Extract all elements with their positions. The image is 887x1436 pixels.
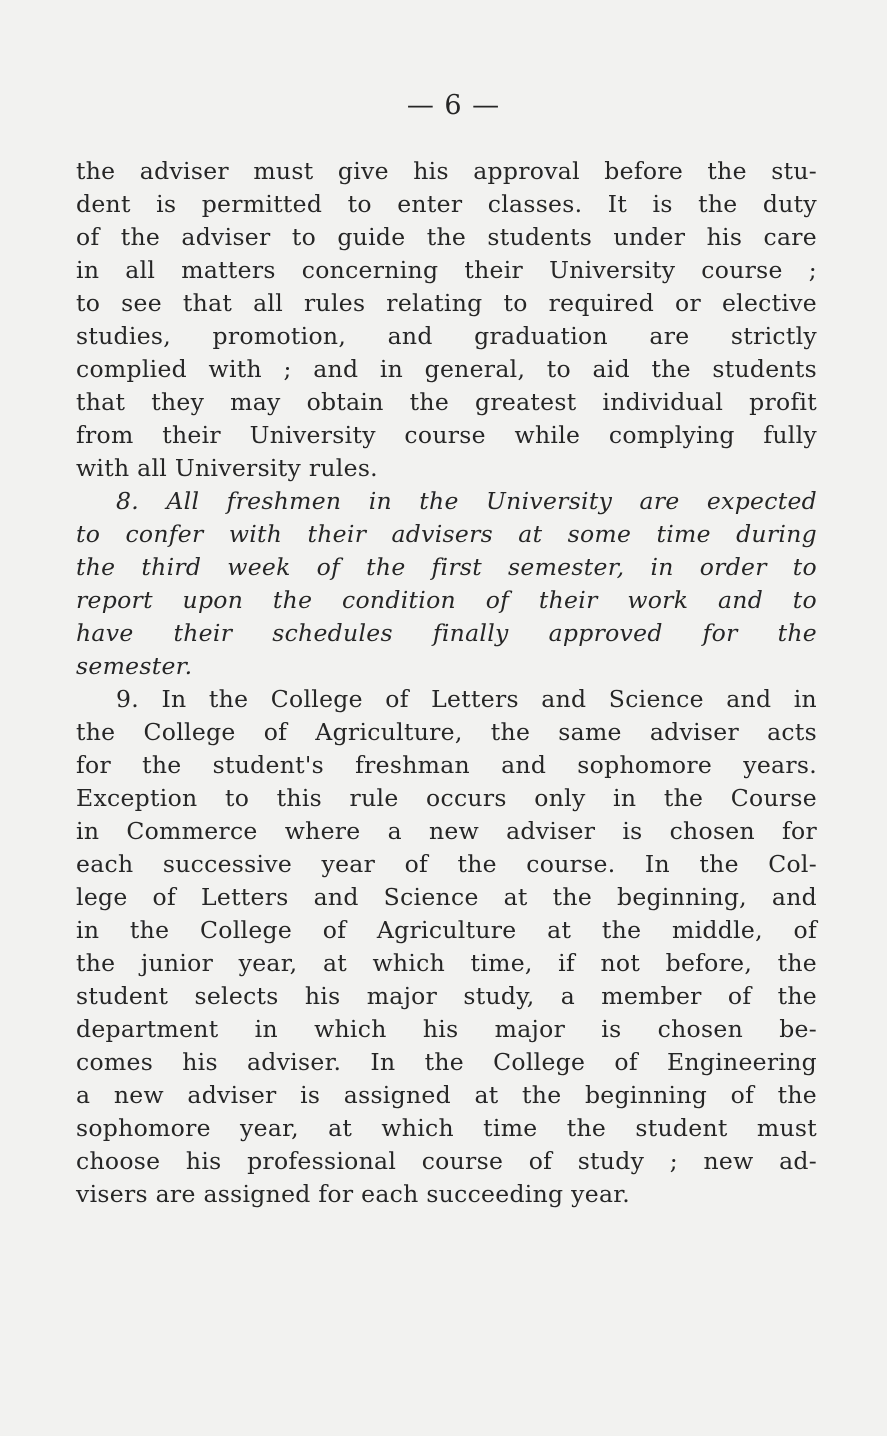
text-line: semester. [76,652,193,680]
page-number: — 6 — [406,90,501,121]
text-line: the adviser must give his approval before the stu- [76,157,817,185]
text-line: from their University course while complying fully [76,421,817,449]
text-line: in the College of Agriculture at the middle, of [76,916,817,944]
paragraph-8-freshmen [76,485,817,683]
text-line: complied with ; and in general, to aid the students [76,355,817,383]
text-line: studies, promotion, and graduation are strictly [76,322,817,350]
paragraph-adviser-duties [76,155,817,485]
text-line: with all University rules. [76,454,378,482]
text-line: in Commerce where a new adviser is chosen for [76,817,817,845]
text-line: sophomore year, at which time the student must [76,1114,817,1142]
text-line: lege of Letters and Science at the beginning, and [76,883,817,911]
text-line: visers are assigned for each succeeding year. [76,1180,630,1208]
text-line: 9. In the College of Letters and Science and in [116,685,817,713]
text-line: the third week of the first semester, in order to [76,553,817,581]
text-line: comes his adviser. In the College of Engineering [76,1048,817,1076]
text-line: the junior year, at which time, if not before, the [76,949,817,977]
paragraph-9-colleges [76,683,817,1211]
text-line: to see that all rules relating to required or elective [76,289,817,317]
text-line: of the adviser to guide the students under his care [76,223,817,251]
text-line: Exception to this rule occurs only in the Course [76,784,817,812]
text-line: 8. All freshmen in the University are expected [116,487,817,515]
text-line: a new adviser is assigned at the beginning of the [76,1081,817,1109]
text-line: choose his professional course of study ; new ad- [76,1147,817,1175]
text-line: the College of Agriculture, the same adviser acts [76,718,817,746]
text-line: department in which his major is chosen be- [76,1015,817,1043]
text-line: in all matters concerning their University course ; [76,256,817,284]
text-line: have their schedules finally approved for the [76,619,817,647]
text-line: dent is permitted to enter classes. It is the duty [76,190,817,218]
document-page [76,90,817,1211]
text-line: that they may obtain the greatest individual profit [76,388,817,416]
text-line: report upon the condition of their work and to [76,586,817,614]
text-line: to confer with their advisers at some time during [76,520,817,548]
text-line: for the student's freshman and sophomore years. [76,751,817,779]
text-line: student selects his major study, a member of the [76,982,817,1010]
text-line: each successive year of the course. In the Col- [76,850,817,878]
